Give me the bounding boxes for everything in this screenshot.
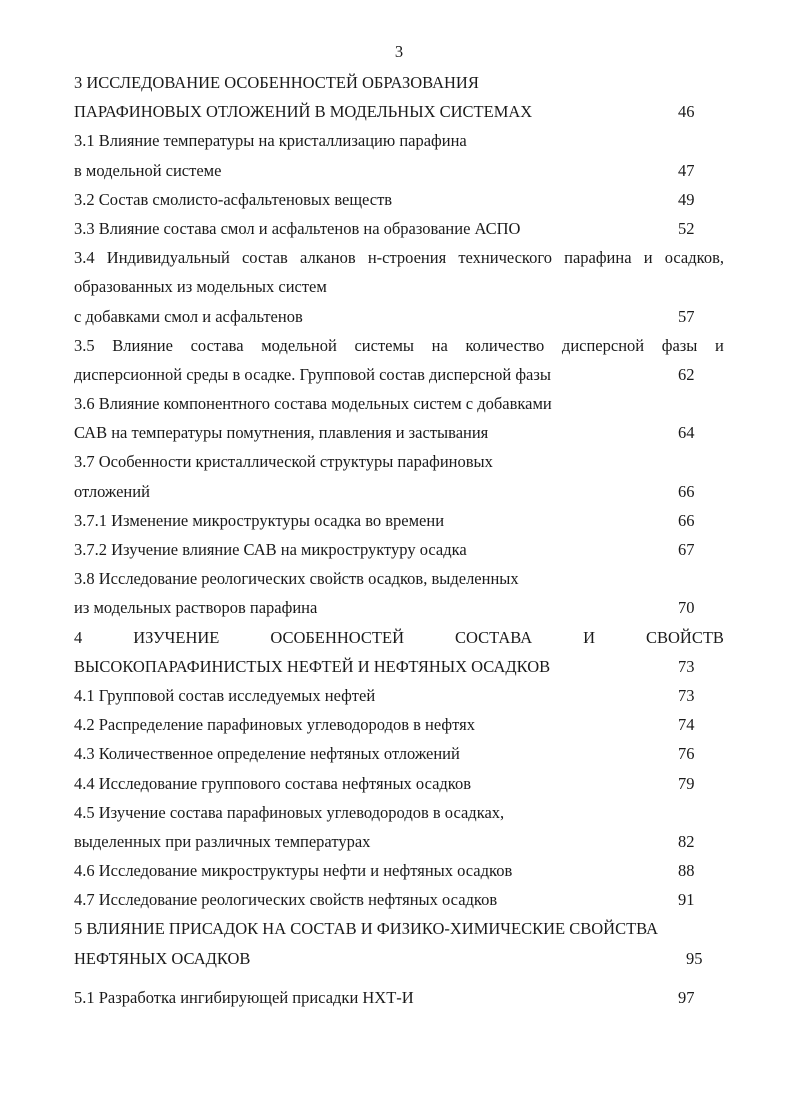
- toc-line: [74, 944, 724, 973]
- toc-line: [74, 360, 724, 389]
- toc-word: ИЗУЧЕНИЕ: [133, 627, 220, 647]
- toc-line: [74, 68, 724, 97]
- toc-page-number: 82: [678, 831, 695, 851]
- toc-word: н-строения: [367, 248, 447, 268]
- toc-line: [74, 185, 724, 214]
- toc-word: ОСОБЕННОСТЕЙ: [270, 627, 404, 647]
- toc-line: [74, 535, 724, 564]
- toc-entry-text: из модельных растворов парафина: [74, 598, 318, 618]
- toc-line: [74, 389, 724, 418]
- toc-word: 4: [74, 627, 83, 647]
- toc-line: [74, 593, 724, 622]
- toc-line: [74, 156, 724, 185]
- toc-word: 3.4: [74, 248, 95, 268]
- toc-line: [74, 272, 724, 301]
- toc-entry-text: 4.5 Изучение состава парафиновых углеводородов в осадках,: [74, 802, 505, 822]
- toc-line: [74, 302, 724, 331]
- toc-word: технического: [458, 248, 552, 268]
- toc-word: осадков,: [664, 248, 724, 268]
- toc-line: [74, 885, 724, 914]
- toc-word: И: [583, 627, 596, 647]
- toc-page-number: 47: [678, 160, 695, 180]
- toc-entry-text: 4.4 Исследование группового состава нефтяных осадков: [74, 773, 472, 793]
- toc-page-number: 73: [678, 656, 695, 676]
- toc-line-justified: [74, 243, 724, 272]
- toc-line: [74, 447, 724, 476]
- toc-entry-text: 3.1 Влияние температуры на кристаллизацию парафина: [74, 131, 467, 151]
- toc-entry-text: 3 ИССЛЕДОВАНИЕ ОСОБЕННОСТЕЙ ОБРАЗОВАНИЯ: [74, 73, 479, 92]
- toc-line: [74, 126, 724, 155]
- toc-page-number: 66: [678, 510, 695, 530]
- toc-word: Индивидуальный: [106, 248, 230, 268]
- toc-word: состав: [241, 248, 288, 268]
- toc-entry-text: образованных из модельных систем: [74, 277, 327, 297]
- toc-page-number: 70: [678, 598, 695, 618]
- toc-word: дисперсной: [561, 335, 645, 355]
- toc-line: [74, 983, 724, 1012]
- toc-entry-text: в модельной системе: [74, 160, 222, 180]
- toc-line: [74, 564, 724, 593]
- toc-line: [74, 97, 724, 126]
- toc-entry-text: 3.2 Состав смолисто-асфальтеновых веществ: [74, 189, 393, 209]
- toc-entry-text: 4.6 Исследование микроструктуры нефти и нефтяных осадков: [74, 861, 513, 881]
- toc-page-number: 95: [686, 948, 703, 968]
- toc-word: 3.5: [74, 335, 95, 355]
- toc-entry-text: ВЫСОКОПАРАФИНИСТЫХ НЕФТЕЙ И НЕФТЯНЫХ ОСАДКОВ: [74, 656, 551, 676]
- toc-word: Влияние: [112, 335, 173, 355]
- toc-line: [74, 739, 724, 768]
- table-of-contents: [74, 68, 724, 1012]
- toc-word: модельной: [261, 335, 337, 355]
- toc-word: СВОЙСТВ: [646, 627, 724, 647]
- toc-word: парафина: [564, 248, 632, 268]
- toc-page-number: 74: [678, 715, 695, 735]
- toc-line: [74, 710, 724, 739]
- page-number: 3: [394, 42, 404, 61]
- toc-page-number: 67: [678, 540, 695, 559]
- toc-entry-text: 4.2 Распределение парафиновых углеводородов в нефтях: [74, 715, 475, 735]
- toc-entry-text: ПАРАФИНОВЫХ ОТЛОЖЕНИЙ В МОДЕЛЬНЫХ СИСТЕМАХ: [74, 102, 533, 122]
- toc-line: [74, 856, 724, 885]
- toc-line: [74, 506, 724, 535]
- toc-page-number: 52: [678, 218, 695, 238]
- toc-line: [74, 418, 724, 447]
- toc-entry-text: 3.7.2 Изучение влияние САВ на микроструктуру осадка: [74, 540, 467, 559]
- toc-line: [74, 798, 724, 827]
- toc-entry-text: с добавками смол и асфальтенов: [74, 306, 303, 326]
- toc-page-number: 64: [678, 423, 695, 443]
- toc-entry-text: НЕФТЯНЫХ ОСАДКОВ: [74, 948, 251, 968]
- toc-word: системы: [354, 335, 415, 355]
- toc-line-justified: [74, 331, 724, 360]
- toc-page-number: 57: [678, 306, 695, 326]
- toc-entry-text: 4.3 Количественное определение нефтяных отложений: [74, 744, 460, 764]
- toc-line: [74, 769, 724, 798]
- toc-line: [74, 827, 724, 856]
- toc-page-number: 62: [678, 364, 695, 384]
- toc-entry-text: 4.1 Групповой состав исследуемых нефтей: [74, 685, 376, 705]
- toc-page-number: 73: [678, 685, 695, 705]
- toc-line: [74, 681, 724, 710]
- toc-word: и: [715, 335, 724, 355]
- toc-entry-text: 5 ВЛИЯНИЕ ПРИСАДОК НА СОСТАВ И ФИЗИКО-ХИМИЧЕСКИЕ СВОЙСТВА: [74, 919, 659, 939]
- toc-entry-text: 3.3 Влияние состава смол и асфальтенов на образование АСПО: [74, 218, 521, 238]
- toc-entry-text: САВ на температуры помутнения, плавления и застывания: [74, 423, 489, 443]
- toc-word: количество: [465, 335, 545, 355]
- section-spacer: [74, 973, 724, 983]
- toc-entry-text: 3.8 Исследование реологических свойств осадков, выделенных: [74, 569, 519, 589]
- toc-word: фазы: [661, 335, 698, 355]
- toc-page-number: 91: [678, 890, 695, 910]
- toc-word: состава: [190, 335, 244, 355]
- toc-word: СОСТАВА: [454, 627, 533, 647]
- toc-line: [74, 214, 724, 243]
- toc-entry-text: 3.7.1 Изменение микроструктуры осадка во времени: [74, 510, 445, 530]
- toc-word: алканов: [299, 248, 356, 268]
- toc-entry-text: 4.7 Исследование реологических свойств нефтяных осадков: [74, 890, 498, 910]
- toc-line: [74, 914, 724, 943]
- toc-page-number: 79: [678, 773, 695, 793]
- toc-page-number: 46: [678, 102, 695, 122]
- toc-entry-text: отложений: [74, 481, 150, 501]
- toc-entry-text: выделенных при различных температурах: [74, 831, 371, 851]
- toc-line-justified: [74, 623, 724, 652]
- toc-word: на: [431, 335, 448, 355]
- toc-word: и: [643, 248, 653, 268]
- toc-line: [74, 652, 724, 681]
- toc-line: [74, 477, 724, 506]
- toc-entry-text: 5.1 Разработка ингибирующей присадки НХТ-И: [74, 987, 414, 1007]
- toc-entry-text: 3.6 Влияние компонентного состава модельных систем с добавками: [74, 394, 552, 414]
- toc-page-number: 97: [678, 987, 695, 1007]
- toc-page-number: 66: [678, 481, 695, 501]
- toc-page-number: 49: [678, 189, 695, 209]
- toc-page-number: 88: [678, 861, 695, 881]
- toc-entry-text: дисперсионной среды в осадке. Групповой состав дисперсной фазы: [74, 364, 551, 384]
- toc-entry-text: 3.7 Особенности кристаллической структуры парафиновых: [74, 452, 493, 472]
- toc-page-number: 76: [678, 744, 695, 764]
